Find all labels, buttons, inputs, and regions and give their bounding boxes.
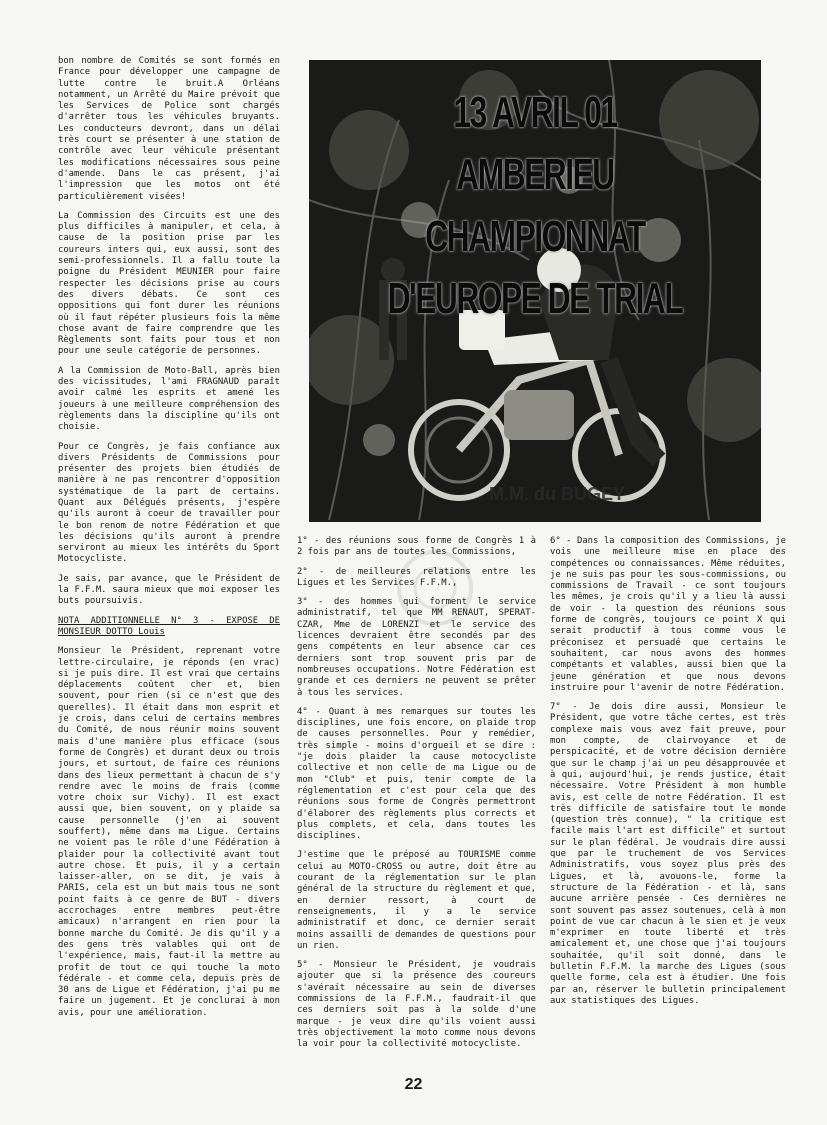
left-column xyxy=(58,56,280,1027)
paragraph: J'estime que le préposé au TOURISME comme celui au MOTO-CROSS ou autre, doit être au courant de la réglementation sur le plan général de la structure du règlement et que, en dernier ressort, à court de renseignements, il y a le service administratif et donc, ce dernier serait moins assailli de demandes de questions pour un rien. xyxy=(297,850,536,951)
paragraph: 3° - des hommes qui forment le service administratif, tel que MM RENAUT, SPERAT-CZAR, Mme de LORENZI et le service des licences devraient être secondés par des gens compétents en leur absence car ces derniers sont trop souvent pris par de nombreuses occupations. Notre Fédération est grande et ces derniers ne peuvent se prêter à tous les services. xyxy=(297,597,536,698)
paragraph: 5° - Monsieur le Président, je voudrais ajouter que si la présence des coureurs s'avérait nécessaire au sein de diverses commissions de la F.F.M., faudrait-il que ces derniers soit pas à la solde d'une marque - je veux dire qu'ils voient aussi très objectivement la moto comme nous devons la voir pour la collectivité motocycliste. xyxy=(297,960,536,1050)
paragraph: Pour ce Congrès, je fais confiance aux divers Présidents de Commissions pour présenter des projets bien étudiés de manière à ne pas rencontrer d'opposition systématique de la part de certains. Quant aux Délégués présents, j'espère qu'ils auront à coeur de travailler pour le bon renom de notre Fédération et que les décisions qu'ils auront à prendre serviront au mieux les intérêts du Sport Motocycliste. xyxy=(58,441,280,565)
photo-title-line: D'EUROPE DE TRIAL xyxy=(387,274,683,323)
trial-photo xyxy=(309,60,761,522)
photo-title xyxy=(372,82,697,330)
paragraph: bon nombre de Comités se sont formés en France pour développer une campagne de lutte contre le bruit.A Orléans notamment, un Arrêté du Maire prévoit que les Services de Police sont chargés d'arrêter tous les véhicules bruyants. Les conducteurs devront, dans un délai très court se présenter à une station de contrôle avec leur véhicule présentant les modifications nécessaires sous peine d'amende. Dans le cas présent, j'ai l'impression que les motos ont été particulièrement visées! xyxy=(58,56,280,202)
paragraph: Monsieur le Président, reprenant votre lettre-circulaire, je réponds (en vrac) si je puis dire. Il est vrai que certains déplacements coûtent cher et, bien souvent, pour rien (si ce n'est que des querelles). Il était dans mon esprit et je crois, dans celui de certains membres du Comité, de nous réunir moins souvent mais d'une manière plus efficace (sous forme de Congrès) et durant deux ou trois jours, et surtout, de faire ces réunions dans des lieux permettant à chacun de s'y rendre avec le moins de frais (comme votre choix sur Vichy). Il est exact aussi que, bien souvent, on y plaide sa cause personnelle (j'en ai souvent souffert), même dans ma Ligue. Certains ne voient pas le rôle d'une Fédération à plaider pour la collectivité avant tout autre chose. Et puis, il y a certain laisser-aller, on se dit, je vais à PARIS, cela est un but mais tous ne sont point faits à ce genre de BUT - divers accrochages entre membres peut-être amicaux) n'arrangent en rien pour la bonne marche du Comité. Je dis qu'il y a des gens très valables qui ont de l'expérience, mais, faut-il la mettre au profit de tout ce qui touche la moto fédérale - et comme cela, depuis près de 30 ans de Ligue et Fédération, j'ai pu me faire un jugement. Et je conclurai à mon avis, pour une amélioration. xyxy=(58,646,280,1018)
photo-title-line: CHAMPIONNAT xyxy=(425,212,645,261)
paragraph: 4° - Quant à mes remarques sur toutes les disciplines, une fois encore, on plaide trop de causes personnelles. Pour y remédier, très simple - moins d'orgueil et se dire : "je dois plaider la cause motocycliste collective et non celle de ma Ligue ou de mon "Club" et puis, tenir compte de la réglementation et c'est pour cela que des réunions sous forme de Congrès permettront d'élaborer des règlements plus corrects et plus complets, et cela, dans toutes les disciplines. xyxy=(297,706,536,842)
paragraph: 2° - de meilleures relations entre les Ligues et les Services F.F.M., xyxy=(297,566,536,588)
page-number: 22 xyxy=(404,1076,423,1093)
paragraph: 1° - des réunions sous forme de Congrès 1 à 2 fois par ans de toutes les Commissions, xyxy=(297,536,536,558)
paragraph: Je sais, par avance, que le Président de la F.F.M. saura mieux que moi exposer les buts poursuivis. xyxy=(58,573,280,607)
paragraph: A la Commission de Moto-Ball, après bien des vicissitudes, l'ami FRAGNAUD paraît avoir calmé les esprits et amené les joueurs à une meilleure compréhension des règlements dans la discipline qu'ils ont choisie. xyxy=(58,365,280,433)
note-heading: NOTA ADDITIONNELLE N° 3 - EXPOSE DE MONSIEUR DOTTO Louis xyxy=(58,615,280,637)
photo-caption: M.M. du BUGEY xyxy=(489,484,625,504)
paragraph: 7° - Je dois dire aussi, Monsieur le Président, que votre tâche certes, est très complexe mais vous avez fait preuve, pour mon compte, de clairvoyance et de perspicacité, et de votre décision dernière que sur le champ j'ai un peu désapprouvée et à qui, aujourd'hui, je rends justice, était nécessaire. Votre Président à mon humble avis, est celle de notre Fédération. Il est très difficile de satisfaire tout le monde (question très connue), " la critique est facile mais l'art est difficile" et surtout sur le plan fédéral. Je voudrais dire aussi que par le truchement de vos Services Administratifs, vous soyez plus près des Ligues, et là, avouons-le, forme la structure de la Fédération - et là, sans aucune arrière pensée - Ces dernières ne sont souvent pas assez soutenues, celà à mon point de vue car chacun à le sien et je veux m'exprimer en toute liberté et très amicalement et, une chose que j'ai toujours souhaitée, qu'il soit donné, dans le bulletin F.F.M. la marche des Ligues (sous quelle forme, cela est à étudier. Une fois par an, réserver le bulletin principalement aux statistiques des Ligues. xyxy=(550,702,786,1006)
paragraph: La Commission des Circuits est une des plus difficiles à manipuler, et cela, à cause de la position prise par les coureurs inters qui, eux aussi, sont des semi-professionnels. Il a fallu toute la poigne du Président MEUNIER pour faire respecter les décisions prise au cours des divers débats. Ce sont ces oppositions qui font durer les réunions où il faut répéter plusieurs fois la même chose avant de faire comprendre que les Règlements sont faits pour tous et non pour une seule catégorie de personnes. xyxy=(58,210,280,357)
right-column xyxy=(550,536,786,1015)
paragraph: 6° - Dans la composition des Commissions, je vois une meilleure mise en place des compétences ou connaissances. Même réduites, je ne suis pas pour les sous-commissions, ou commissions de Travail - ce sont toujours les mêmes, je crois qu'il y a lieu là aussi de voir - la question des réunions sous forme de congrès, toujours ce point X qui serait productif à tous comme vous le préconisez et persuadé que certains le souhaitent, car nous avons des hommes compétants et valables, aussi bien que la jeune génération et que nous devons instruire pour l'avenir de notre Fédération. xyxy=(550,536,786,693)
middle-column xyxy=(297,536,536,1058)
photo-title-line: 13 AVRIL 01 AMBERIEU xyxy=(453,88,617,199)
